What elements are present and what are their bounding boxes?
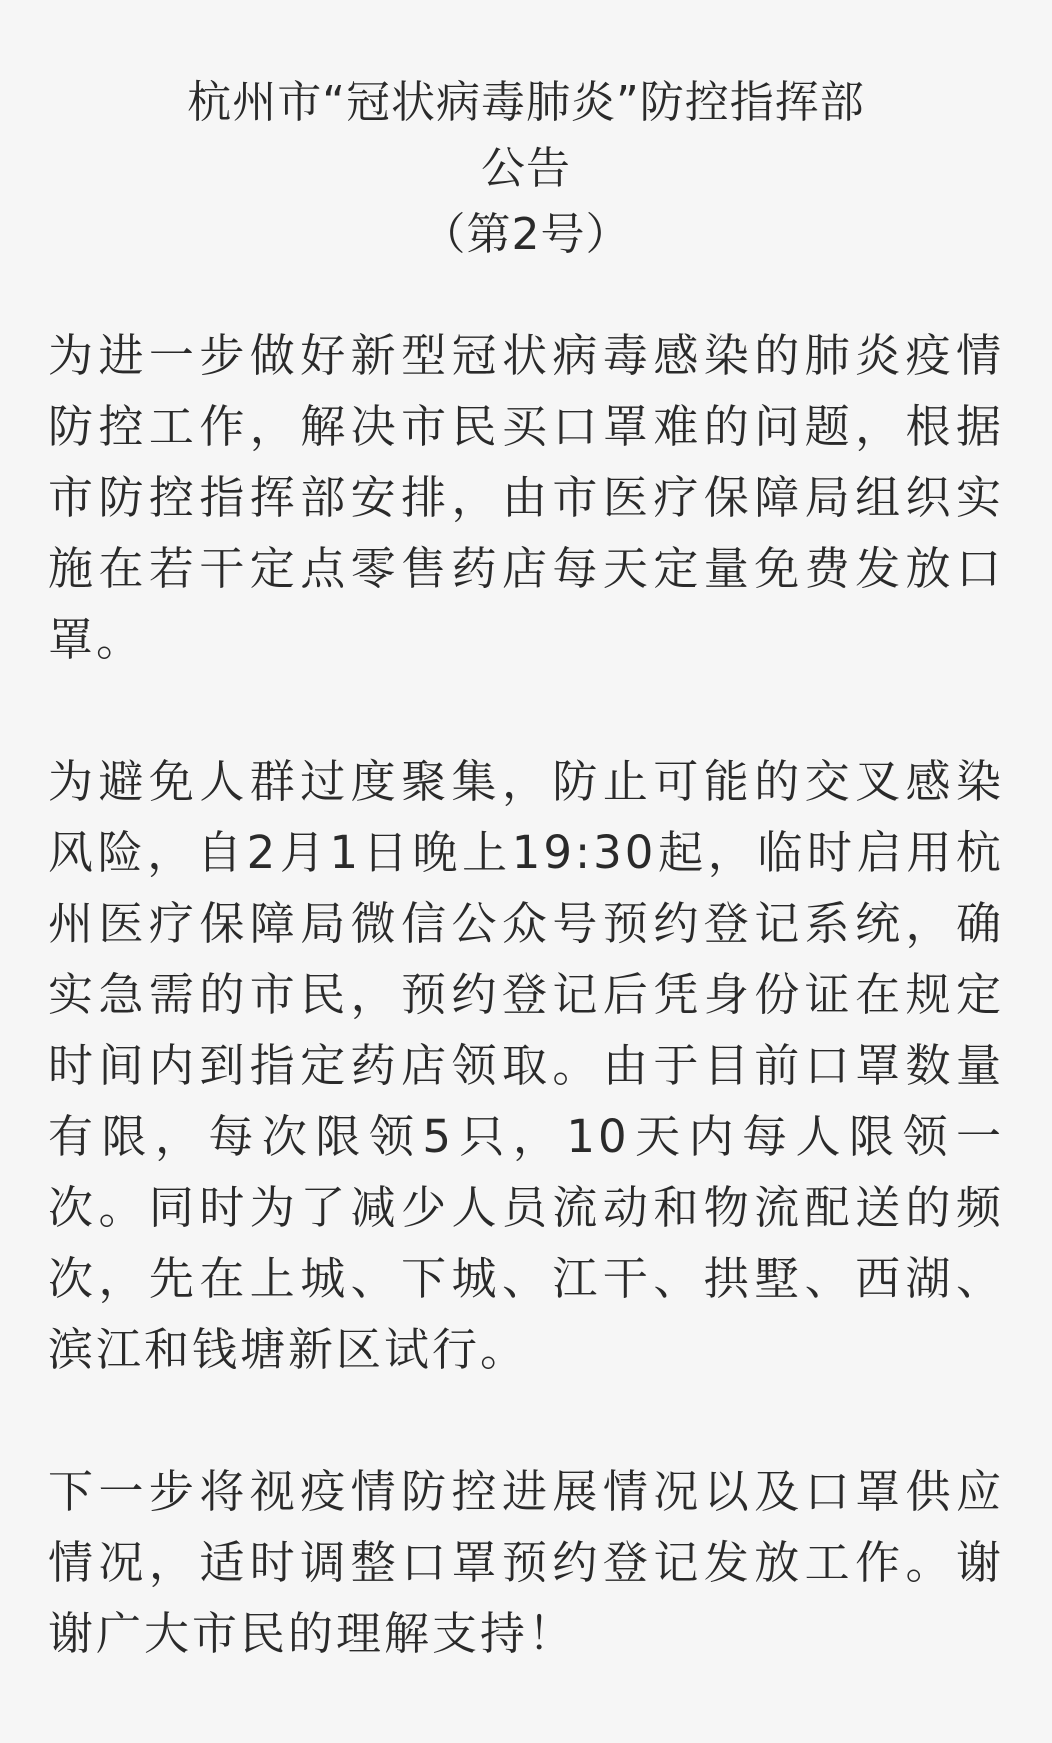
announcement-body [48,320,1004,1669]
announcement-title: 杭州市“冠状病毒肺炎”防控指挥部 [187,77,865,128]
announcement-number: （第2号） [421,209,631,260]
paragraph-2: 为避免人群过度聚集，防止可能的交叉感染风险，自2月1日晚上19:30起，临时启用杭州医疗保障局微信公众号预约登记系统，确实急需的市民，预约登记后凭身份证在规定时间内到指定药店领取。由于目前口罩数量有限，每次限领5只，10天内每人限领一次。同时为了减少人员流动和物流配送的频次，先在上城、下城、江干、拱墅、西湖、滨江和钱塘新区试行。 [48,755,1004,1376]
paragraph-3: 下一步将视疫情防控进展情况以及口罩供应情况，适时调整口罩预约登记发放工作。谢谢广大市民的理解支持！ [48,1465,1004,1660]
announcement-header [48,70,1004,268]
announcement-subtitle: 公告 [481,143,571,194]
paragraph-1: 为进一步做好新型冠状病毒感染的肺炎疫情防控工作，解决市民买口罩难的问题，根据市防控指挥部安排，由市医疗保障局组织实施在若干定点零售药店每天定量免费发放口罩。 [48,329,1004,666]
